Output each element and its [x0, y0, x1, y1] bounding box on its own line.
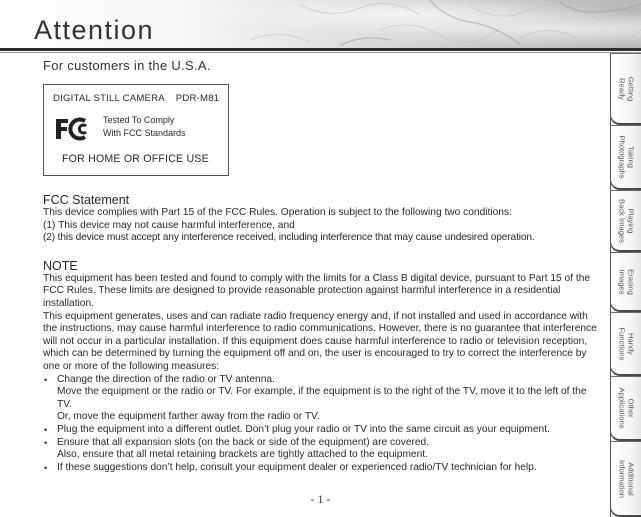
- customers-heading: For customers in the U.S.A.: [43, 58, 211, 73]
- page-title: Attention: [34, 15, 155, 45]
- page-number: - 1 -: [310, 492, 331, 506]
- list-item: [43, 424, 601, 437]
- list-item-sub: Or, move the equipment farther away from the radio or TV.: [57, 411, 320, 423]
- tab-playing-back-images[interactable]: [610, 190, 641, 252]
- tab-label: Handy Functions: [618, 327, 636, 360]
- list-item: [43, 437, 601, 462]
- list-item-main: • If these suggestions don’t help, consult your equipment dealer or experienced radio/TV technician for help.: [57, 461, 537, 473]
- measures-list: [43, 374, 601, 475]
- list-item: [43, 462, 601, 475]
- tab-additional-information[interactable]: [610, 441, 641, 517]
- side-tab-bar: [610, 53, 641, 517]
- tab-label: Other Applications: [618, 387, 636, 429]
- fcc-line: (1) This device may not cause harmful interference, and: [43, 219, 295, 231]
- tab-label: Taking Photographs: [618, 135, 636, 179]
- list-item-sub: Also, ensure that all metal retaining brackets are tightly attached to the equipment.: [57, 449, 428, 461]
- tab-label: Getting Ready: [618, 76, 636, 101]
- box-footer: FOR HOME OR OFFICE USE: [62, 153, 209, 165]
- list-item-main: • Plug the equipment into a different outlet. Don’t plug your radio or TV into the same circuit as your equipment.: [57, 423, 550, 435]
- list-item: [43, 374, 601, 424]
- fcc-line: (2) this device must accept any interference received, including interference that may cause undesired operation.: [43, 232, 535, 244]
- box-title: DIGITAL STILL CAMERA PDR-M81: [53, 93, 220, 104]
- box-line-2: With FCC Standards: [103, 127, 186, 138]
- list-item-sub: Move the equipment or the radio or TV. For example, if the equipment is to the right of the TV, move it to the left of the TV.: [57, 386, 587, 410]
- note-heading: NOTE: [43, 258, 78, 273]
- tab-other-applications[interactable]: [610, 376, 641, 441]
- note-paragraph: This equipment has been tested and found to comply with the limits for a Class B digital device, pursuant to Part 15 of the FCC Rules. These limits are designed to provide reasonable protection against harmful interference in a residential installation.: [43, 272, 591, 309]
- tab-handy-functions[interactable]: [610, 312, 641, 376]
- box-tested-text: [103, 114, 186, 139]
- tab-erasing-images[interactable]: [610, 252, 641, 312]
- list-item-main: • Ensure that all expansion slots (on the back or side of the equipment) are covered.: [57, 436, 430, 448]
- list-item-main: • Change the direction of the radio or TV antenna.: [57, 373, 275, 385]
- fcc-logo-icon: [55, 117, 93, 141]
- note-paragraph: This equipment generates, uses and can radiate radio frequency energy and, if not installed and used in accordance with the instructions, may cause harmful interference to radio communications. However, there is no guarantee that interference will not occur in a particular installation. If this equipment does cause harmful interference to radio or television reception, which can be determined by turning the equipment off and on, the user is encouraged to try to correct the interference by one or more of the following measures:: [43, 310, 597, 372]
- fcc-label-box: [43, 84, 229, 176]
- box-line-1: Tested To Comply: [103, 115, 175, 125]
- fcc-line: This device complies with Part 15 of the FCC Rules. Operation is subject to the following two conditions:: [43, 207, 512, 218]
- header-divider-thin: [0, 52, 641, 53]
- fcc-statement-heading: FCC Statement: [43, 193, 130, 207]
- header-divider: [0, 48, 641, 51]
- tab-label: Playing Back Images: [618, 198, 636, 243]
- tab-taking-photographs[interactable]: [610, 125, 641, 190]
- header-banner: [0, 0, 641, 48]
- tab-label: Additional Information: [618, 459, 636, 498]
- tab-label: Erasing Images: [618, 268, 636, 295]
- main-content: [43, 58, 601, 474]
- tab-getting-ready[interactable]: [610, 53, 641, 125]
